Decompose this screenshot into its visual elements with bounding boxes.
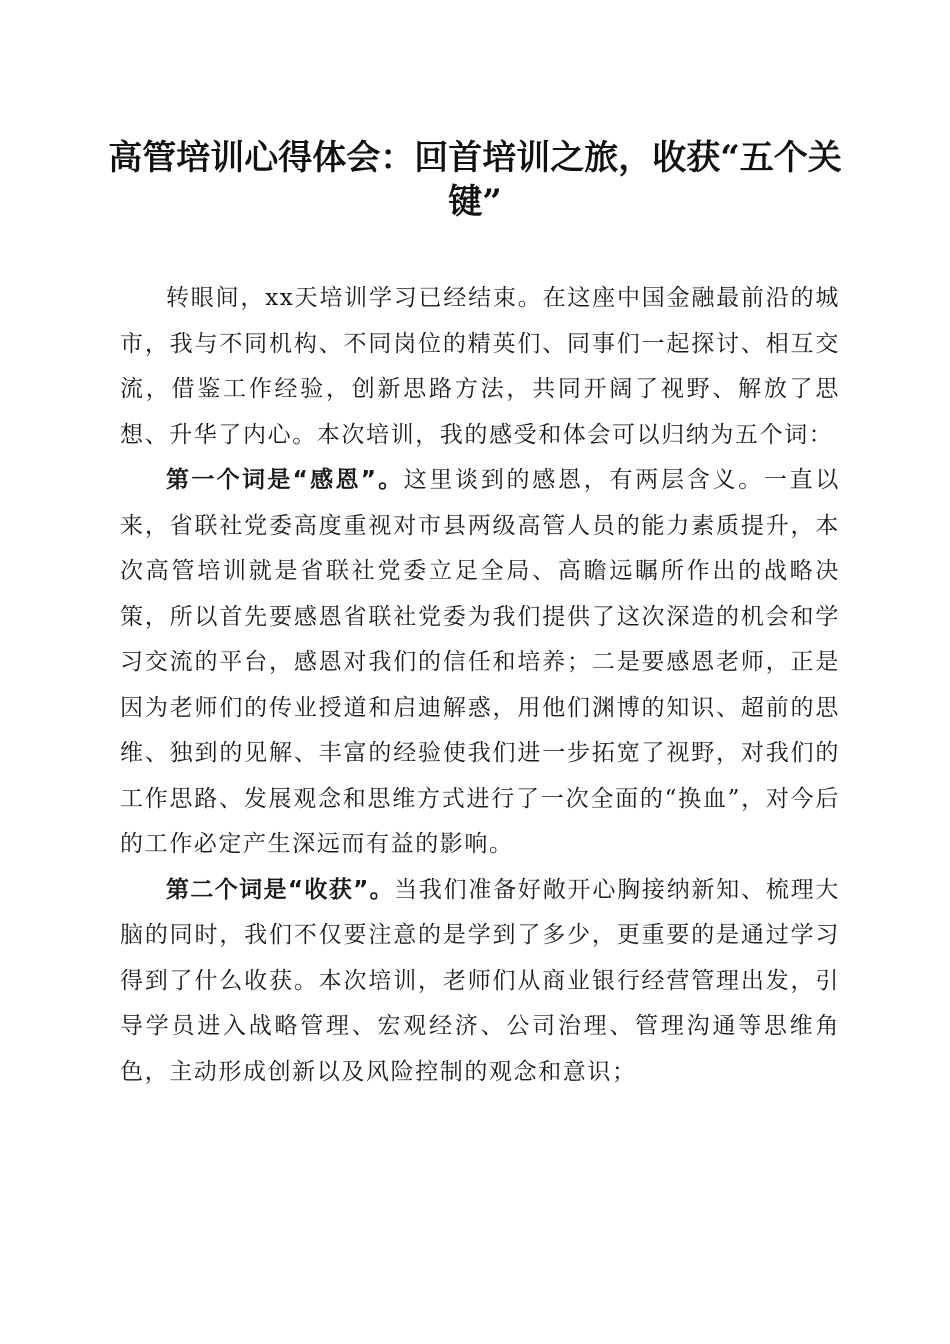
document-title: 高管培训心得体会：回首培训之旅，收获“五个关键” (108, 138, 842, 222)
paragraph-text: 当我们准备好敞开心胸接纳新知、梳理大脑的同时，我们不仅要注意的是学到了多少，更重要的是通过学习得到了什么收获。本次培训，老师们从商业银行经营管理出发，引导学员进入战略管理、宏观经济、公司治理、管理沟通等思维角色，主动形成创新以及风险控制的观念和意识； (120, 876, 840, 1085)
paragraph-gratitude (120, 458, 840, 868)
paragraph-text: 这里谈到的感恩，有两层含义。一直以来，省联社党委高度重视对市县两级高管人员的能力素质提升，本次高管培训就是省联社党委立足全局、高瞻远瞩所作出的战略决策，所以首先要感恩省联社党委为我们提供了这次深造的机会和学习交流的平台，感恩对我们的信任和培养；二是要感恩老师，正是因为老师们的传业授道和启迪解惑，用他们渊博的知识、超前的思维、独到的见解、丰富的经验使我们进一步拓宽了视野，对我们的工作思路、发展观念和思维方式进行了一次全面的“换血”，对今后的工作必定产生深远而有益的影响。 (120, 467, 841, 857)
paragraph-text: 转眼间，xx天培训学习已经结束。在这座中国金融最前沿的城市，我与不同机构、不同岗位的精英们、同事们一起探讨、相互交流，借鉴工作经验，创新思路方法，共同开阔了视野、解放了思想、升华了内心。本次培训，我的感受和体会可以归纳为五个词： (120, 285, 840, 448)
paragraph-keyword-lead: 第二个词是“收获”。 (166, 876, 395, 903)
paragraph-intro (120, 276, 840, 458)
paragraph-harvest (120, 868, 840, 1096)
document-body (120, 276, 840, 1095)
paragraph-keyword-lead: 第一个词是“感恩”。 (166, 467, 404, 493)
